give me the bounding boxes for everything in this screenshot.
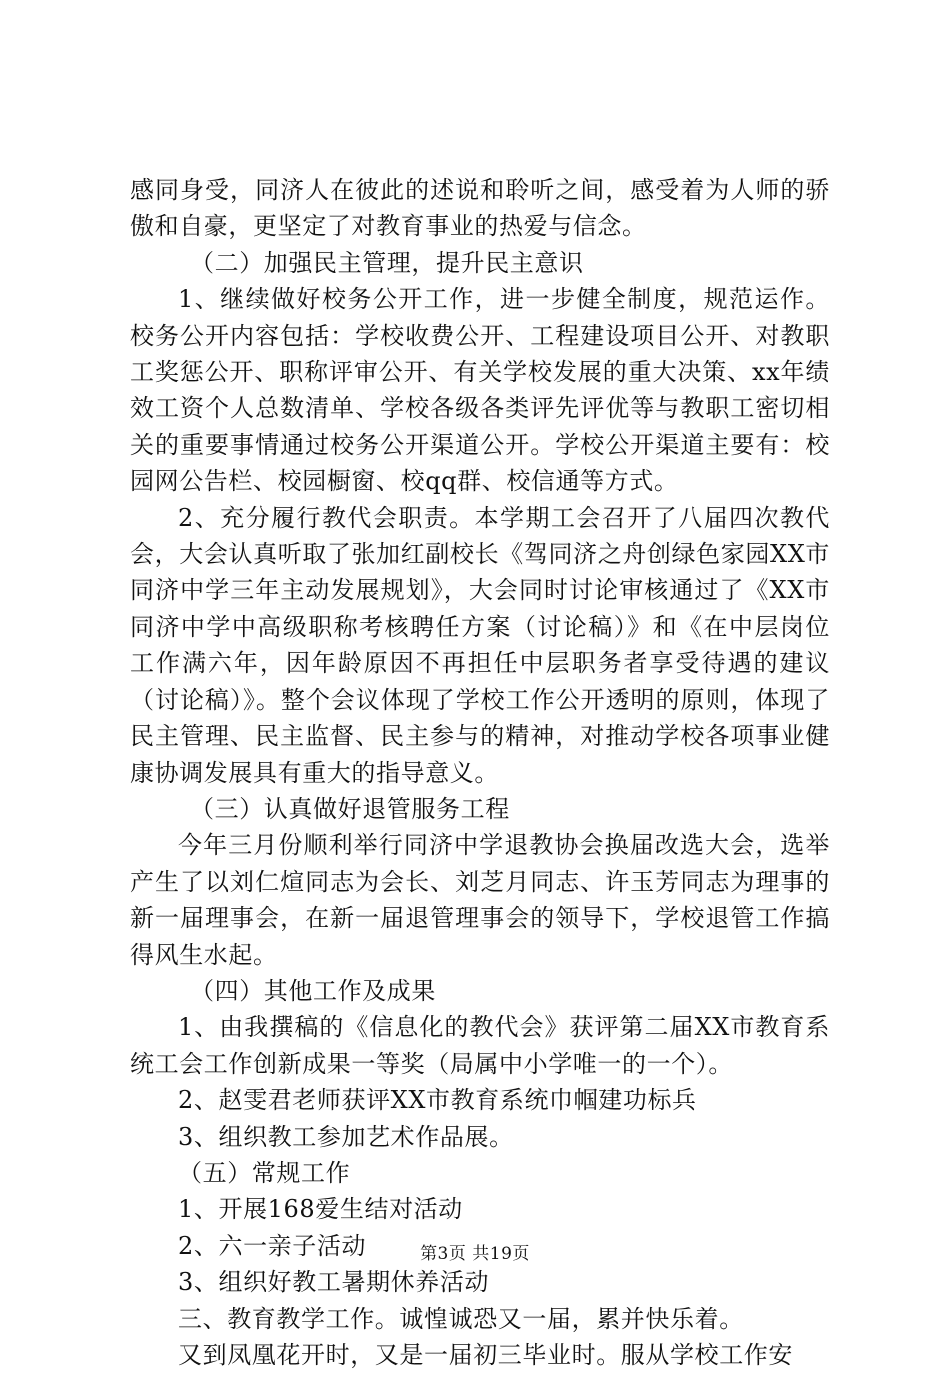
paragraph: 3、组织好教工暑期休养活动 [178, 1268, 490, 1297]
paragraph: （四）其他工作及成果 [190, 976, 436, 1005]
paragraph: （五）常规工作 [178, 1158, 351, 1187]
paragraph: 2、赵雯君老师获评XX市教育系统巾帼建功标兵 [178, 1086, 697, 1115]
paragraph: （二）加强民主管理，提升民主意识 [190, 248, 584, 277]
paragraph: 2、充分履行教代会职责。本学期工会召开了八届四次教代会，大会认真听取了张加红副校长《驾同济之舟创绿色家园XX市同济中学三年主动发展规划》，大会同时讨论审核通过了《XX市同济中学中高级职称考核聘任方案（讨论稿）》和《在中层岗位工作满六年，因年龄原因不再担任中层职务者享受待遇的建议（讨论稿）》。整个会议体现了学校工作公开透明的原则，体现了民主管理、民主监督、民主参与的精神，对推动学校各项事业健康协调发展具有重大的指导意义。 [130, 503, 830, 787]
paragraph: 1、继续做好校务公开工作，进一步健全制度，规范运作。校务公开内容包括：学校收费公开、工程建设项目公开、对教职工奖惩公开、职称评审公开、有关学校发展的重大决策、xx年绩效工资个人总数清单、学校各级各类评先评优等与教职工密切相关的重要事情通过校务公开渠道公开。学校公开渠道主要有：校园网公告栏、校园橱窗、校qq群、校信通等方式。 [130, 285, 830, 496]
page-footer: 第3页 共19页 [420, 1244, 530, 1264]
paragraph: 感同身受，同济人在彼此的述说和聆听之间，感受着为人师的骄傲和自豪，更坚定了对教育事业的热爱与信念。 [130, 176, 830, 241]
paragraph: 2、六一亲子活动 [178, 1231, 367, 1260]
paragraph: 三、教育教学工作。诚惶诚恐又一届，累并快乐着。 [178, 1304, 744, 1333]
paragraph: 今年三月份顺利举行同济中学退教协会换届改选大会，选举产生了以刘仁煊同志为会长、刘芝月同志、许玉芳同志为理事的新一届理事会，在新一届退管理事会的领导下，学校退管工作搞得风生水起。 [130, 831, 830, 969]
paragraph: （三）认真做好退管服务工程 [190, 794, 510, 823]
paragraph: 1、由我撰稿的《信息化的教代会》获评第二届XX市教育系统工会工作创新成果一等奖（局属中小学唯一的一个）。 [130, 1013, 830, 1078]
document-body [130, 172, 830, 1373]
paragraph: 3、组织教工参加艺术作品展。 [178, 1122, 514, 1151]
paragraph: 又到凤凰花开时，又是一届初三毕业时。服从学校工作安 [178, 1341, 793, 1369]
paragraph: 1、开展168爱生结对活动 [178, 1195, 463, 1224]
